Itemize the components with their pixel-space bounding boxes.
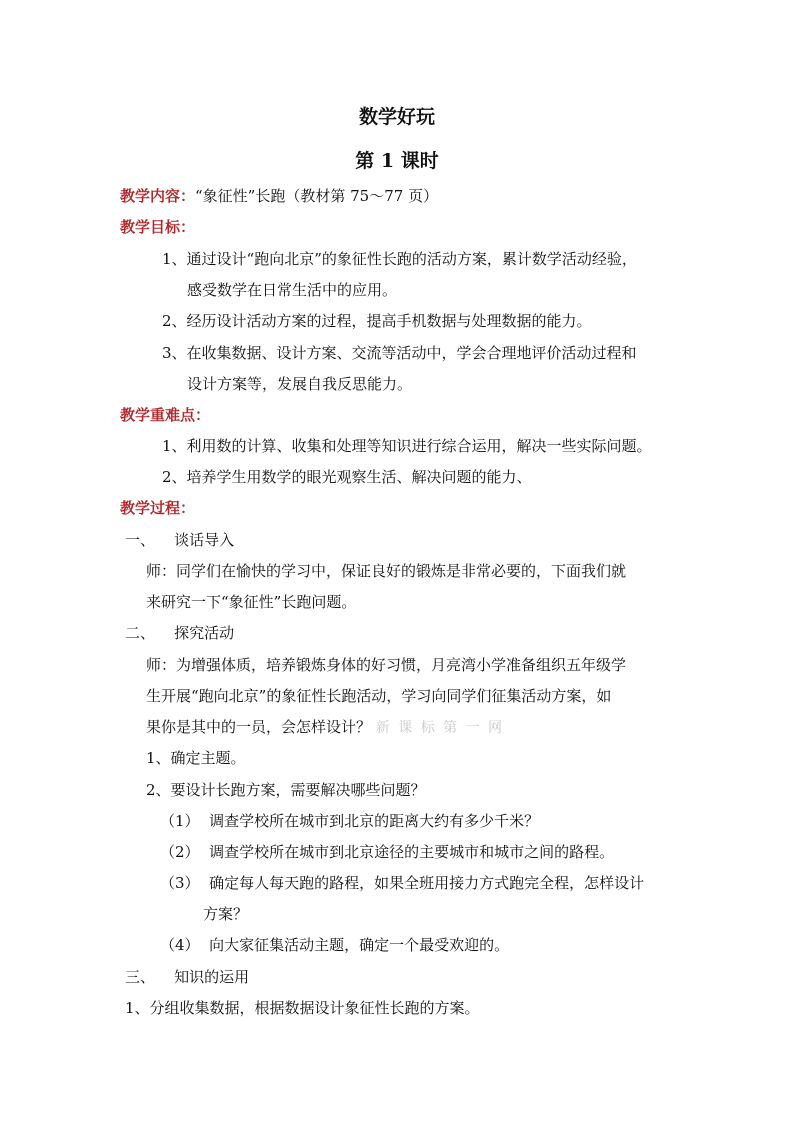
question-line: （4） 向大家征集活动主题，确定一个最受欢迎的。 xyxy=(160,936,510,954)
section1-line: 师：同学们在愉快的学习中，保证良好的锻炼是非常必要的，下面我们就 xyxy=(146,562,627,580)
key-line: 1、利用数的计算、收集和处理等知识进行综合运用，解决一些实际问题。 xyxy=(162,437,652,455)
section1-line: 来研究一下“象征性”长跑问题。 xyxy=(146,593,357,611)
goal-line: 3、在收集数据、设计方案、交流等活动中，学会合理地评价活动过程和 xyxy=(162,344,637,362)
section-heading-3: 三、 知识的运用 xyxy=(125,968,250,986)
section-heading-2: 二、 探究活动 xyxy=(125,624,235,642)
goal-line: 设计方案等，发展自我反思能力。 xyxy=(187,375,413,393)
question-line: 方案？ xyxy=(203,905,249,923)
goal-line: 感受数学在日常生活中的应用。 xyxy=(187,281,398,299)
keys-heading: 教学重难点： xyxy=(120,406,211,424)
goals-heading: 教学目标： xyxy=(120,218,196,236)
content-text: “象征性”长跑（教材第 75～77 页） xyxy=(195,187,439,205)
question-line: （2） 调查学校所在城市到北京途径的主要城市和城市之间的路程。 xyxy=(160,843,615,861)
goal-line: 2、经历设计活动方案的过程，提高手机数据与处理数据的能力。 xyxy=(162,312,592,330)
watermark: 新 课 标 第 一 网 xyxy=(375,720,505,736)
section2-line: 果你是其中的一员，会怎样设计？ xyxy=(146,718,372,736)
section2-line-with-watermark xyxy=(146,717,504,738)
process-heading: 教学过程： xyxy=(120,499,196,517)
content-row xyxy=(120,186,438,206)
key-line: 2、培养学生用数学的眼光观察生活、解决问题的能力、 xyxy=(162,468,532,486)
section2-line: 生开展“跑向北京”的象征性长跑活动，学习向同学们征集活动方案，如 xyxy=(146,687,612,705)
lesson-subtitle: 第 1 课时 xyxy=(355,150,439,172)
question-line: （1） 调查学校所在城市到北京的距离大约有多少千米？ xyxy=(160,812,540,830)
section-heading-1: 一、 谈话导入 xyxy=(125,531,235,549)
question-line: （3） 确定每人每天跑的路程，如果全班用接力方式跑完全程，怎样设计 xyxy=(160,874,645,892)
step-line: 1、确定主题。 xyxy=(146,749,246,767)
content-heading: 教学内容： xyxy=(120,187,196,205)
page-title: 数学好玩 xyxy=(358,106,435,128)
section2-line: 师：为增强体质，培养锻炼身体的好习惯，月亮湾小学准备组织五年级学 xyxy=(146,656,627,674)
step-line: 2、要设计长跑方案，需要解决哪些问题？ xyxy=(146,781,426,799)
goal-line: 1、通过设计“跑向北京”的象征性长跑的活动方案，累计数学活动经验， xyxy=(162,250,637,268)
section3-line: 1、分组收集数据，根据数据设计象征性长跑的方案。 xyxy=(125,999,480,1017)
